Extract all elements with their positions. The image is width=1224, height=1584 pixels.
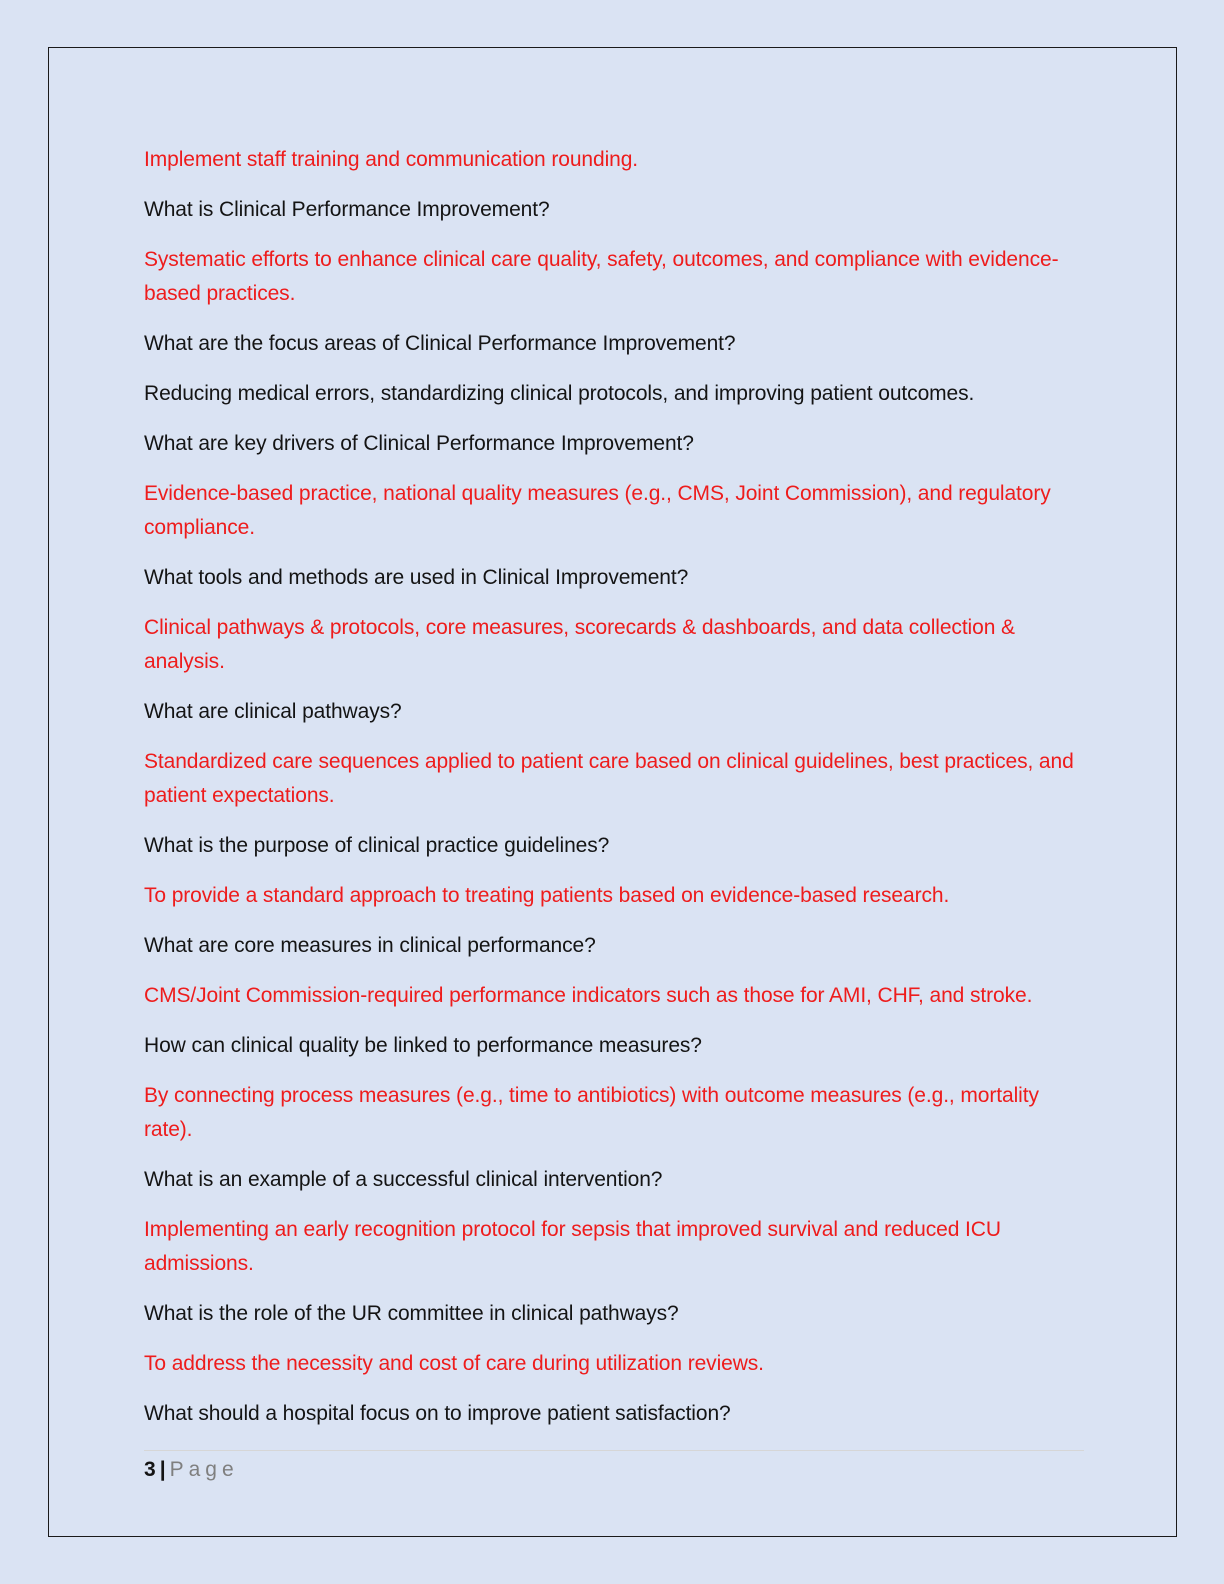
question-paragraph: How can clinical quality be linked to performance measures? [144, 1034, 702, 1057]
answer-paragraph: Clinical pathways & protocols, core measures, scorecards & dashboards, and data collection & analysis. [144, 616, 1015, 673]
question-paragraph: What are key drivers of Clinical Performance Improvement? [144, 432, 694, 455]
answer-paragraph: By connecting process measures (e.g., time to antibiotics) with outcome measures (e.g., mortality rate). [144, 1084, 1039, 1141]
question-paragraph: What is the role of the UR committee in clinical pathways? [144, 1302, 679, 1325]
answer-paragraph: Implement staff training and communication rounding. [144, 148, 639, 171]
question-paragraph: What is Clinical Performance Improvement? [144, 198, 550, 221]
answer-paragraph: Evidence-based practice, national quality measures (e.g., CMS, Joint Commission), and regulatory compliance. [144, 482, 1051, 539]
answer-paragraph: To provide a standard approach to treating patients based on evidence-based research. [144, 884, 950, 907]
page-footer [144, 1455, 239, 1485]
question-paragraph: What are the focus areas of Clinical Performance Improvement? [144, 332, 736, 355]
question-paragraph: What are clinical pathways? [144, 700, 402, 723]
document-body [144, 143, 1084, 1447]
answer-paragraph: CMS/Joint Commission-required performance indicators such as those for AMI, CHF, and stroke. [144, 984, 1033, 1007]
answer-paragraph: Standardized care sequences applied to patient care based on clinical guidelines, best practices, and patient expectations. [144, 750, 1074, 807]
answer-paragraph: Systematic efforts to enhance clinical care quality, safety, outcomes, and compliance with evidence-based practices. [144, 248, 1059, 305]
question-paragraph: What are core measures in clinical performance? [144, 934, 596, 957]
answer-paragraph: Reducing medical errors, standardizing clinical protocols, and improving patient outcomes. [144, 382, 975, 405]
answer-paragraph: To address the necessity and cost of care during utilization reviews. [144, 1352, 764, 1375]
footer-separator: | [159, 1458, 166, 1481]
footer-divider [144, 1450, 1084, 1451]
question-paragraph: What tools and methods are used in Clinical Improvement? [144, 566, 689, 589]
question-paragraph: What is the purpose of clinical practice guidelines? [144, 834, 610, 857]
answer-paragraph: Implementing an early recognition protocol for sepsis that improved survival and reduced ICU admissions. [144, 1218, 1001, 1275]
page-label: Page [169, 1458, 239, 1481]
question-paragraph: What is an example of a successful clinical intervention? [144, 1168, 663, 1191]
page-number: 3 [144, 1458, 156, 1481]
question-paragraph: What should a hospital focus on to improve patient satisfaction? [144, 1402, 731, 1425]
